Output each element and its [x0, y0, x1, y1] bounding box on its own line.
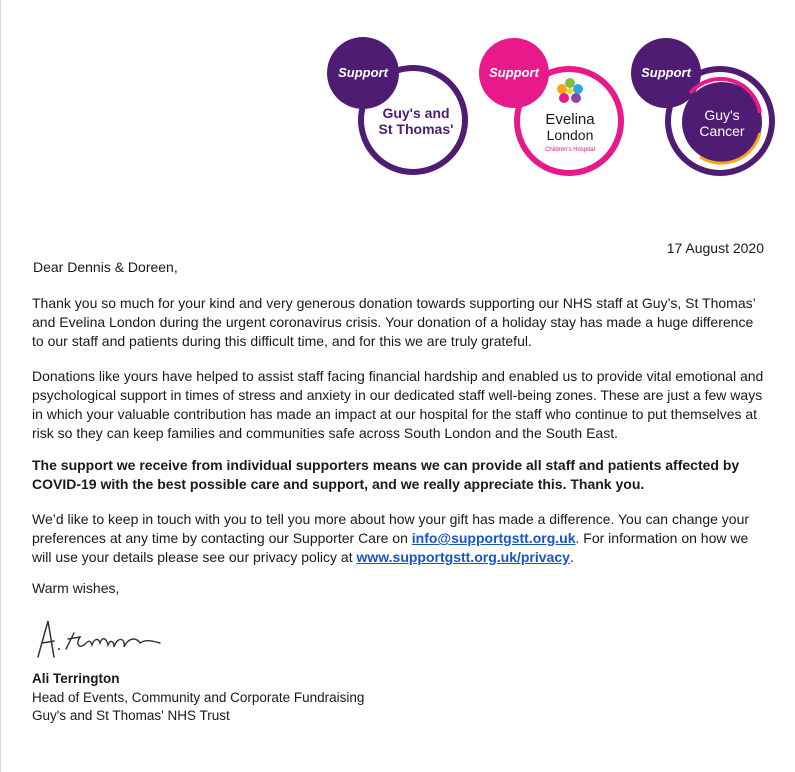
logo-badge-text: Support: [641, 65, 691, 80]
logo-badge-text: Support: [489, 65, 539, 80]
salutation: Dear Dennis & Doreen,: [33, 259, 178, 275]
logo-line2: London: [546, 127, 594, 143]
privacy-policy-link[interactable]: www.supportgstt.org.uk/privacy: [356, 549, 570, 565]
logo-line3: Children's Hospital: [545, 147, 595, 153]
support-guys-cancer-logo: [630, 33, 795, 183]
signer-title: Head of Events, Community and Corporate Fundraising: [32, 690, 365, 705]
logo-line2: St Thomas': [378, 121, 454, 137]
paragraph-thank-you: Thank you so much for your kind and very generous donation towards supporting our NHS staff at Guy’s, St Thomas’ and Evelina London during the urgent coronavirus crisis. Your donation of a holiday stay has made a huge difference to our staff and patients during this difficult time, and for this we are truly grateful.: [32, 295, 756, 349]
keep-in-touch-text: We’d like to keep in touch with you to tell you more about how your gift has made a difference. You can change your preferences at any time by contacting our Supporter Care on: [32, 511, 750, 546]
paragraph-impact: Donations like yours have helped to assist staff facing financial hardship and enabled us to provide vital emotional and psychological support in times of stress and anxiety in our dedicated staff well-being zones. These are just a few ways in which your valuable contribution has made an impact at our hospital for the staff who continue to put themselves at risk so they can keep families and communities safe across South London and the South East.: [32, 368, 764, 441]
paragraph-bold-appreciation: The support we receive from individual supporters means we can provide all staff and patients affected by COVID-19 with the best possible care and support, and we really appreciate this. Thank you.: [32, 457, 740, 492]
period-text: .: [569, 549, 574, 565]
letter-date: 17 August 2020: [666, 240, 764, 256]
support-guys-st-thomas-logo: [325, 33, 480, 183]
logo-badge-text: Support: [338, 65, 388, 80]
support-evelina-london-logo: [478, 33, 633, 183]
logo-line1: Guy's: [704, 107, 740, 123]
supporter-care-email-link[interactable]: info@supportgstt.org.uk: [411, 530, 576, 546]
handwritten-signature: [30, 613, 170, 668]
signer-organization: Guy's and St Thomas' NHS Trust: [32, 708, 230, 723]
closing: Warm wishes,: [32, 580, 120, 596]
paragraph-keep-in-touch: [32, 510, 767, 567]
logo-line1: Evelina: [545, 111, 595, 128]
page-edge: [0, 0, 1, 772]
logo-line2: Cancer: [699, 123, 745, 139]
privacy-text: . For information on how we will use your details please see our privacy policy at: [32, 530, 749, 565]
logo-line1: Guy's and: [382, 105, 450, 121]
signer-name: Ali Terrington: [32, 671, 120, 686]
